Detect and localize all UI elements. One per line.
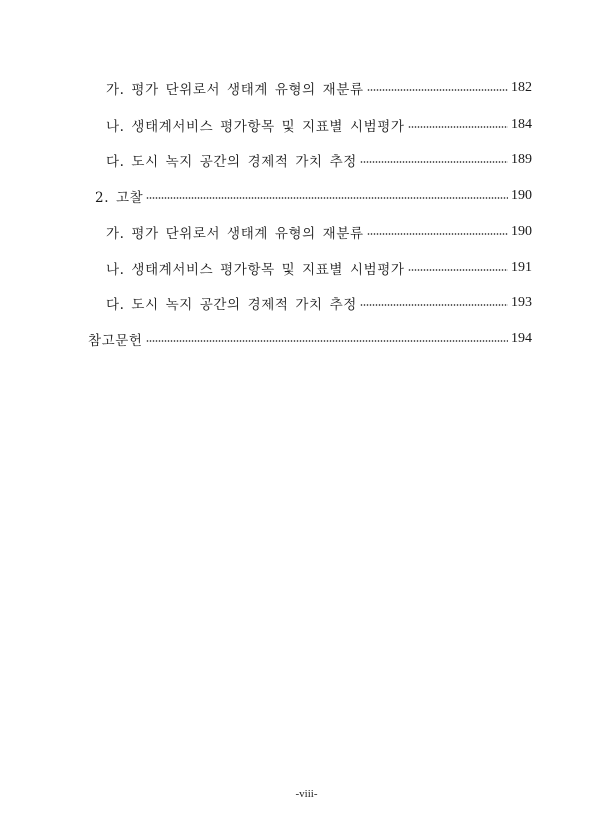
page-number-footer: -viii- xyxy=(295,788,318,800)
toc-entry-title: 나. 생태계서비스 평가항목 및 지표별 시범평가 xyxy=(106,262,405,278)
toc-entry-title: 참고문헌 xyxy=(88,333,143,349)
dot-leader xyxy=(408,269,508,271)
toc-entry-title: 다. 도시 녹지 공간의 경제적 가치 추정 xyxy=(106,154,357,170)
toc-entry[interactable] xyxy=(106,115,532,135)
toc-entry-title: 2. 고찰 xyxy=(95,190,144,206)
dot-leader xyxy=(367,233,508,235)
toc-entry-page: 193 xyxy=(511,295,532,310)
toc-entry[interactable] xyxy=(95,186,532,206)
toc-entry-page: 182 xyxy=(511,80,532,95)
toc-entry[interactable] xyxy=(88,329,532,349)
toc-entry-title: 다. 도시 녹지 공간의 경제적 가치 추정 xyxy=(106,297,357,313)
toc-entry-page: 194 xyxy=(511,331,532,346)
toc-entry[interactable] xyxy=(106,150,532,170)
dot-leader xyxy=(408,126,508,128)
toc-entry-title: 가. 평가 단위로서 생태계 유형의 재분류 xyxy=(106,82,364,98)
toc-entry-page: 190 xyxy=(511,224,532,239)
toc-entry-page: 189 xyxy=(511,152,532,167)
toc-entry-page: 190 xyxy=(511,188,532,203)
toc-entry[interactable] xyxy=(106,222,532,242)
dot-leader xyxy=(360,161,508,163)
toc-entry-title: 나. 생태계서비스 평가항목 및 지표별 시범평가 xyxy=(106,119,405,135)
toc-entry[interactable] xyxy=(106,293,532,313)
dot-leader xyxy=(146,340,508,342)
dot-leader xyxy=(367,89,508,91)
toc-entry[interactable] xyxy=(106,78,532,98)
dot-leader xyxy=(146,197,508,199)
toc-entry-page: 191 xyxy=(511,260,532,275)
toc-entry[interactable] xyxy=(106,258,532,278)
dot-leader xyxy=(360,304,508,306)
toc-entry-page: 184 xyxy=(511,117,532,132)
toc-entry-title: 가. 평가 단위로서 생태계 유형의 재분류 xyxy=(106,226,364,242)
